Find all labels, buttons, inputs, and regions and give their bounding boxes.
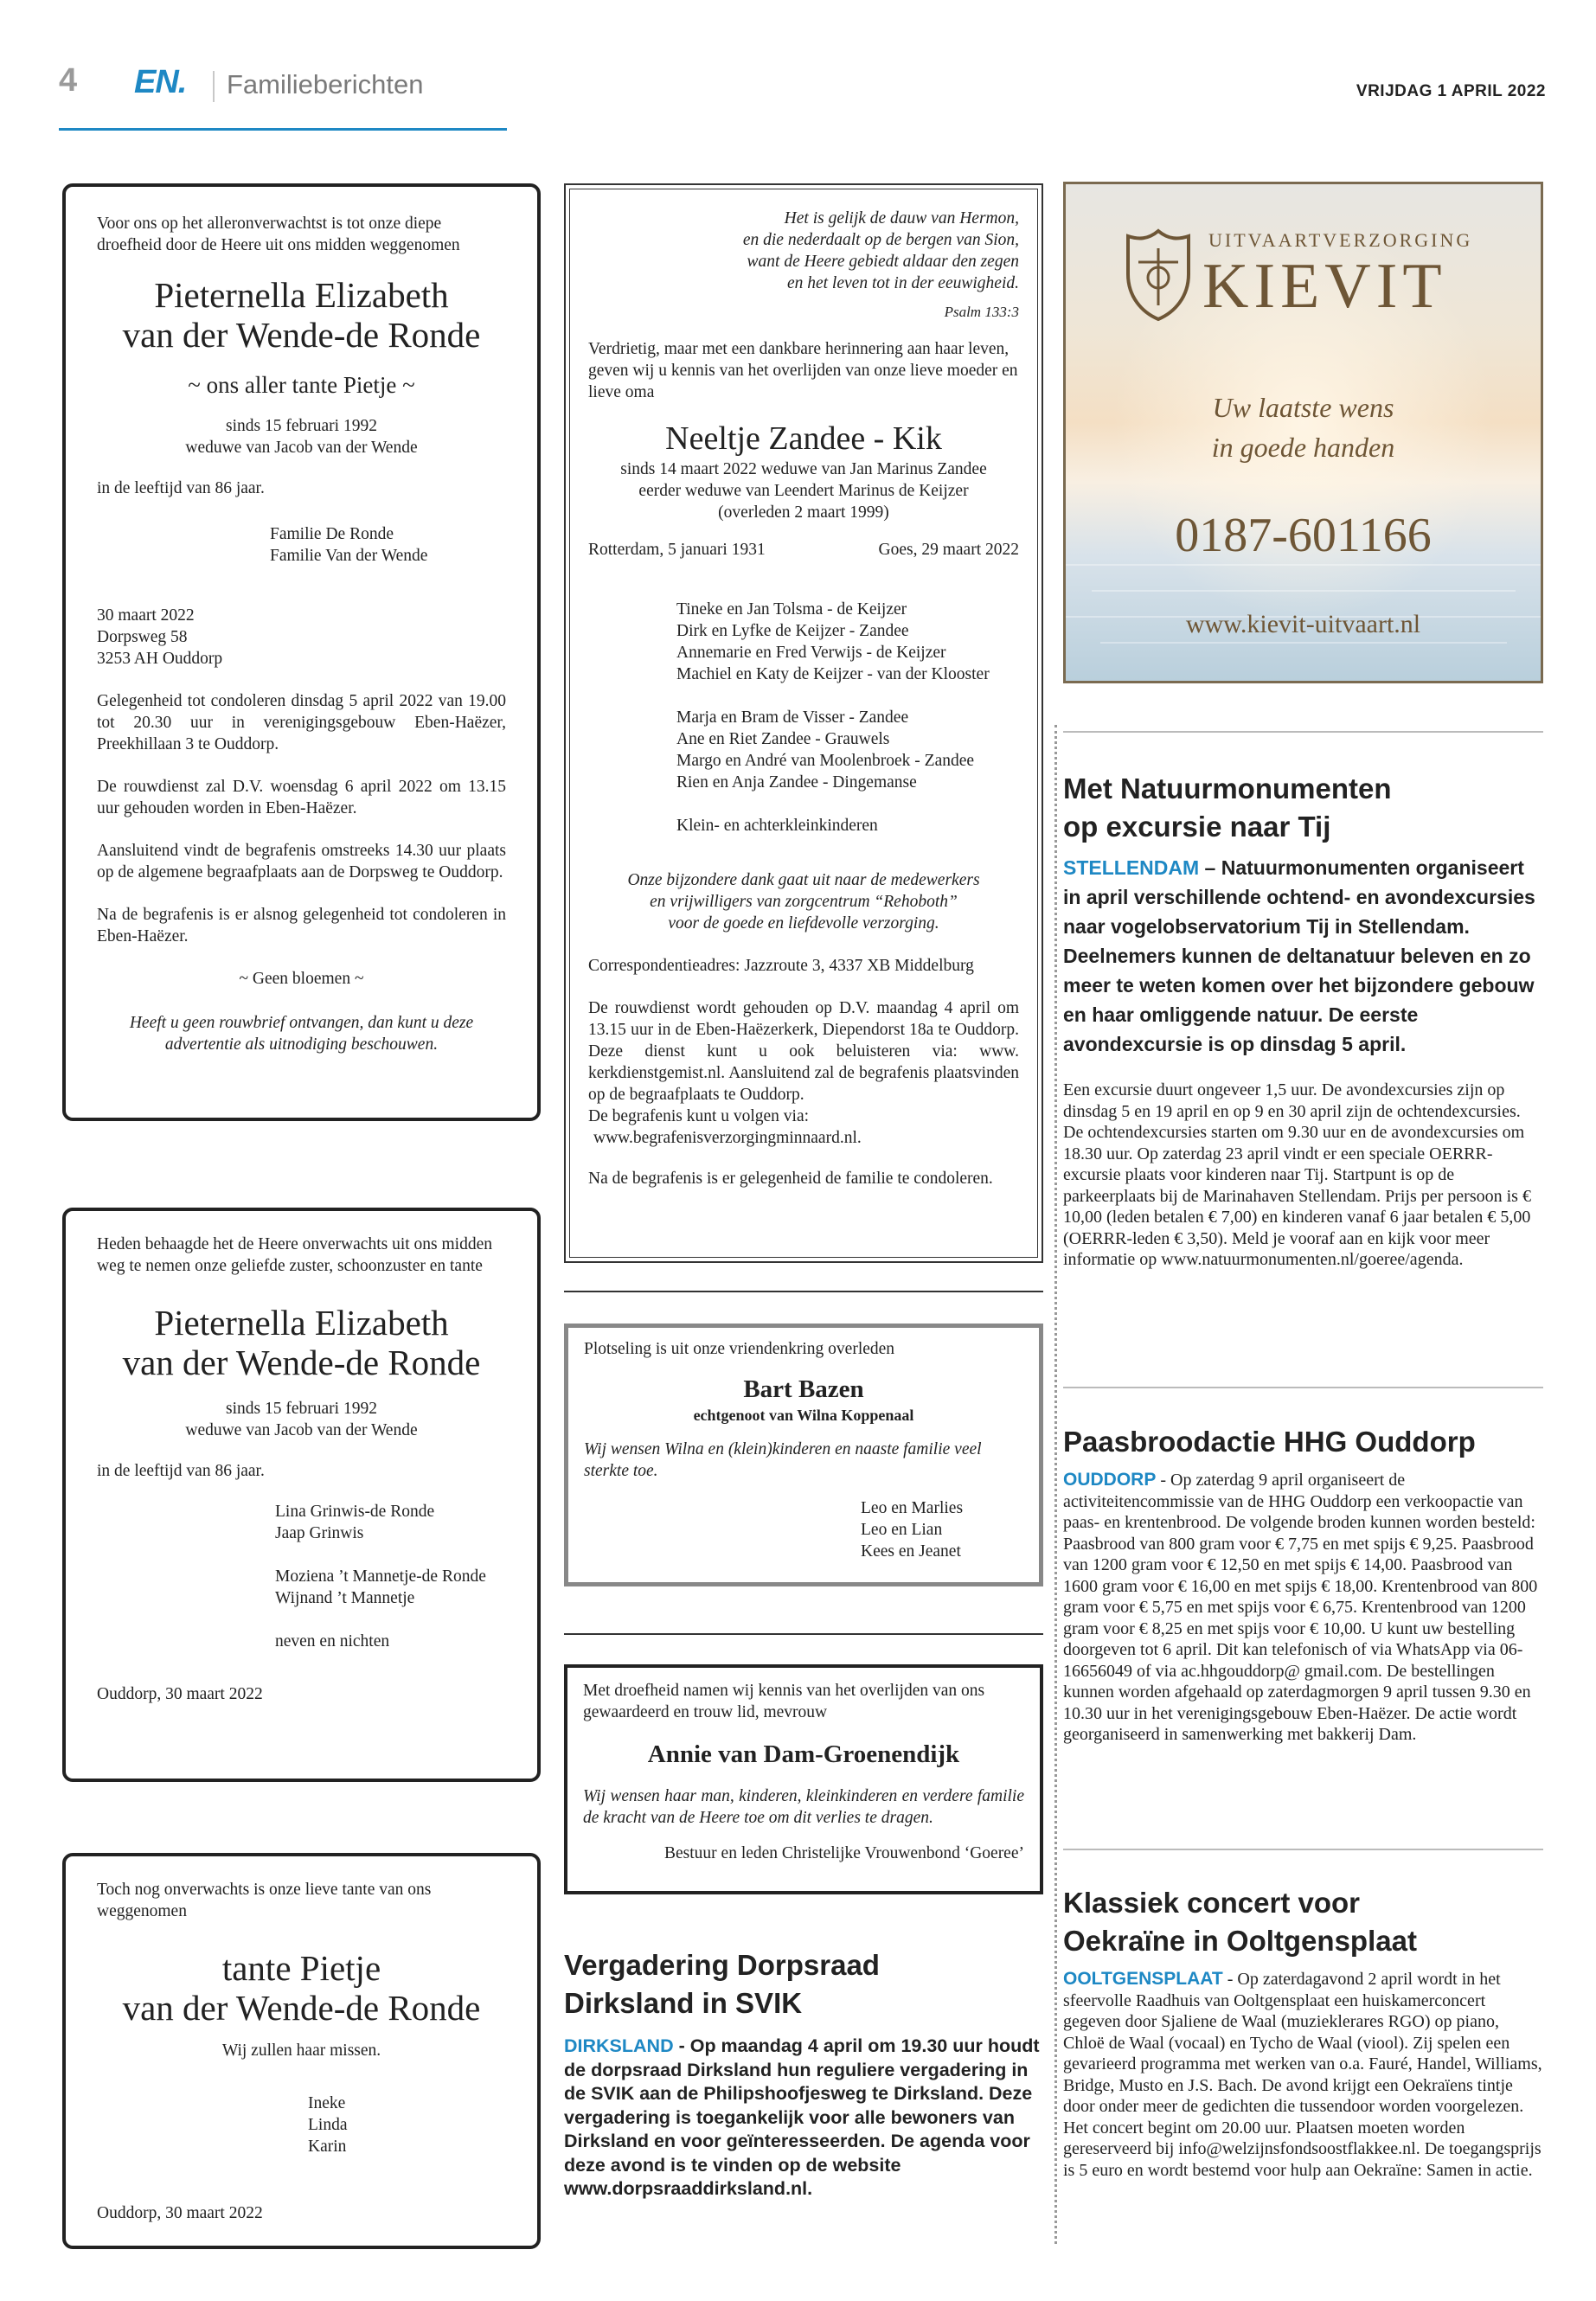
- family-member: Ane en Riet Zandee - Grauwels: [676, 730, 890, 748]
- spouse: echtgenoot van Wilna Koppenaal: [693, 1407, 914, 1424]
- widow-of: weduwe van Jacob van der Wende: [185, 439, 418, 457]
- ad-slogan: Uw laatste wens: [1212, 392, 1394, 423]
- detail-line: eerder weduwe van Leendert Marinus de Keijzer: [638, 482, 969, 500]
- family-member: Margo en André van Moolenbroek - Zandee: [676, 752, 975, 770]
- article-title: Dirksland in SVIK: [564, 1987, 803, 2019]
- article-lead: [1063, 853, 1543, 1059]
- deceased-name-2: van der Wende-de Ronde: [122, 315, 481, 355]
- notice-intro: Met droefheid namen wij kennis van het overlijden van ons gewaardeerd en trouw lid, mevrouw: [583, 1682, 985, 1721]
- column-separator: [1054, 725, 1057, 2244]
- deceased-name: tante Pietje: [221, 1948, 381, 1988]
- ad-website[interactable]: www.kievit-uitvaart.nl: [1185, 610, 1421, 638]
- age: in de leeftijd van 86 jaar.: [97, 479, 265, 497]
- invitation-note: Heeft u geen rouwbrief ontvangen, dan kunt u deze advertentie als uitnodiging beschouwen.: [129, 1014, 474, 1054]
- deceased-name: Pieternella Elizabeth: [154, 1303, 449, 1343]
- header-date: VRIJDAG 1 APRIL 2022: [1356, 82, 1546, 100]
- family-member: Tineke en Jan Tolsma - de Keijzer: [676, 600, 907, 619]
- postal: 3253 AH Ouddorp: [97, 650, 223, 668]
- article-body: [1063, 1470, 1543, 1746]
- relative: Moziena ’t Mannetje-de Ronde: [275, 1567, 486, 1586]
- divider: [1063, 731, 1543, 733]
- article-natuurmonumenten: [1063, 770, 1543, 1271]
- header-rule: [59, 128, 507, 131]
- widow-since: sinds 15 februari 1992: [226, 417, 377, 435]
- dateline: DIRKSLAND: [564, 2035, 674, 2056]
- service: De rouwdienst wordt gehouden op D.V. maandag 4 april om 13.15 uur in de Eben-Haëzerkerk, Diependorst 18a te Ouddorp. Deze dienst kunt u ook beluisteren via: www. kerkdienstgemist.nl. Aansluitend zal de begrafenis plaatsvinden op de begraafplaats te Ouddorp.: [588, 999, 1019, 1104]
- notice-intro: Heden behaagde het de Heere onverwachts uit ons midden weg te nemen onze geliefde zuster, schoonzuster en tante: [97, 1235, 492, 1275]
- article-concert: [1063, 1884, 1543, 2181]
- death-notice-5: [564, 1324, 1043, 1586]
- signer: Bestuur en leden Christelijke Vrouwenbond ‘Goeree’: [664, 1844, 1024, 1862]
- article-title: Oekraïne in Ooltgensplaat: [1063, 1925, 1417, 1957]
- article-title: Paasbroodactie HHG Ouddorp: [1063, 1426, 1476, 1458]
- notice-intro: Verdrietig, maar met een dankbare herinnering aan haar leven, geven wij u kennis van het overlijden van onze lieve moeder en lieve oma: [588, 340, 1018, 401]
- body-text: - Op zaterdagavond 2 april wordt in het sfeervolle Raadhuis van Ooltgensplaat een huiskamerconcert gegeven door Sjaliene de Waal (muzieklerares RGO) op piano, Chloë de Waal (vocaal) en Tycho de Waal (viool). Zij spelen een gevarieerd programma met werken van o.a. Fauré, Handel, Williams, Bridge, Musto en J.S. Bach. De avond krijgt een Oekraïens tintje door onder meer de gedichten die tussendoor worden voorgelezen. Het concert begint om 20.00 uur. Plaatsen moeten worden gereserveerd bij info@welzijnsfondsoostflakkee.nl. De toegangsprijs is 5 euro en wordt bestemd voor hulp aan Oekraïne: Samen in actie.: [1063, 1970, 1542, 2180]
- family-line: Familie Van der Wende: [270, 547, 428, 565]
- header-separator: [213, 71, 215, 102]
- signer: Leo en Lian: [861, 1521, 943, 1539]
- lead-text: - Op maandag 4 april om 19.30 uur houdt de dorpsraad Dirksland hun reguliere vergadering in de SVIK aan de Philipshoofjesweg te Dirksland. Deze vergadering is toegankelijk voor alle bewoners van Dirksland en voor geïnteresseerden. De agenda voor deze avond is te vinden op de website www.dorpsraaddirksland.nl.: [564, 2035, 1040, 2199]
- no-flowers: ~ Geen bloemen ~: [239, 970, 364, 988]
- article-title: op excursie naar Tij: [1063, 811, 1331, 843]
- article-title: Klassiek concert voor: [1063, 1887, 1360, 1919]
- place-date: Ouddorp, 30 maart 2022: [97, 1685, 263, 1703]
- street: Dorpsweg 58: [97, 628, 188, 646]
- thanks-line: en vrijwilligers van zorgcentrum “Rehoboth”: [650, 893, 958, 911]
- detail-line: sinds 14 maart 2022 weduwe van Jan Marinus Zandee: [620, 460, 987, 478]
- article-title: Vergadering Dorpsraad: [564, 1949, 880, 1981]
- lead-text: – Natuurmonumenten organiseert in april verschillende ochtend- en avondexcursies naar vogelobservatorium Tij in Stellendam. Deelnemers kunnen de deltanatuur beleven en zo meer te weten komen over het bijzondere gebouw en haar omliggende natuur. De eerste avondexcursie is op dinsdag 5 april.: [1063, 856, 1535, 1055]
- verse-line: want de Heere gebiedt aldaar den zegen: [747, 253, 1019, 271]
- verse-line: en die nederdaalt op de bergen van Sion,: [742, 231, 1019, 249]
- kievit-crest-icon: [1121, 228, 1195, 323]
- relative: Jaap Grinwis: [275, 1524, 364, 1542]
- relative: neven en nichten: [275, 1632, 390, 1650]
- brand-logo: EN.: [134, 64, 187, 100]
- family-member: Rien en Anja Zandee - Dingemanse: [676, 773, 917, 792]
- detail-line: (overleden 2 maart 1999): [718, 503, 889, 522]
- divider: [1063, 1387, 1543, 1388]
- place-date: Ouddorp, 30 maart 2022: [97, 2204, 263, 2222]
- notice-intro: Plotseling is uit onze vriendenkring overleden: [584, 1340, 895, 1358]
- deceased-name: Annie van Dam-Groenendijk: [647, 1740, 960, 1768]
- verse-reference: Psalm 133:3: [944, 304, 1019, 320]
- dateline: OUDDORP: [1063, 1470, 1157, 1490]
- condolence: Gelegenheid tot condoleren dinsdag 5 april 2022 van 19.00 tot 20.30 uur in verenigingsgebouw Eben-Haëzer, Preekhillaan 3 te Ouddorp.: [97, 692, 506, 753]
- family-member: Marja en Bram de Visser - Zandee: [676, 708, 909, 727]
- family-member: Machiel en Katy de Keijzer - van der Klooster: [676, 665, 990, 683]
- wish: Wij wensen Wilna en (klein)kinderen en naaste familie veel sterkte toe.: [584, 1440, 982, 1480]
- deceased-name-2: van der Wende-de Ronde: [122, 1343, 481, 1382]
- family-member: Annemarie en Fred Verwijs - de Keijzer: [676, 644, 946, 662]
- article-paasbrood: [1063, 1423, 1543, 1746]
- divider: [564, 1633, 1043, 1635]
- miss-text: Wij zullen haar missen.: [221, 2041, 381, 2060]
- nickname: ~ ons aller tante Pietje ~: [188, 372, 415, 398]
- article-title: Met Natuurmonumenten: [1063, 772, 1392, 804]
- article-dorpsraad: [564, 1946, 1042, 2202]
- notice-intro: Voor ons op het alleronverwachtst is tot onze diepe droefheid door de Heere uit ons midden weggenomen: [97, 215, 460, 254]
- notice-date: 30 maart 2022: [97, 606, 195, 625]
- body-text: - Op zaterdag 9 april organiseert de activiteitencommissie van de HHG Ouddorp een verkoopactie van paas- en krentenbrood. De volgende broden kunnen worden besteld: Paasbrood van 800 gram voor € 7,75 en met spijs € 9,25. Paasbrood van 1200 gram voor € 12,50 en met spijs € 14,00. Paasbrood van 1600 gram voor € 16,00 en met spijs € 18,00. Krentenbrood van 800 gram voor € 5,75 en met spijs voor € 6,75. Krentenbrood van 1200 gram voor € 8,25 en met spijs voor € 10,00. U kunt uw bestelling doorgeven tot 6 april. Dit kan telefonisch of via WhatsApp via 06-16656049 of via ac.hhgouddorp@ gmail.com. De bestellingen kunnen worden afgehaald op zaterdagmorgen 9 april tussen 9.30 en 10.30 uur in het verenigingsgebouw Eben-Haëzer. De actie wordt georganiseerd in samenwerking met bakkerij Dam.: [1063, 1471, 1538, 1744]
- deceased-name: Neeltje Zandee - Kik: [665, 420, 942, 457]
- relative: Lina Grinwis-de Ronde: [275, 1503, 435, 1521]
- article-body: Een excursie duurt ongeveer 1,5 uur. De avondexcursies zijn op dinsdag 5 en 19 april en op 9 en 30 april zijn de ochtendexcursies. De ochtendexcursies starten om 9.30 uur en de avondexcursies om 18.30 uur. Op zaterdag 23 april vindt er een speciale OERRR-excursie plaats voor kinderen naar Tij. Startpunt is op de parkeerplaats bij de Marinahaven Stellendam. Prijs per persoon is € 10,00 (leden betalen € 7,00) en kinderen vanaf 6 jaar betalen € 5,00 (OERRR-leden € 3,50). Meld je vooraf aan en kijk voor meer informatie op www.natuurmonumenten.nl/goeree/agenda.: [1063, 1080, 1531, 1269]
- deceased-name: Bart Bazen: [743, 1375, 864, 1403]
- dateline: STELLENDAM: [1063, 856, 1200, 879]
- relative: Wijnand ’t Mannetje: [275, 1589, 415, 1607]
- signer: Karin: [308, 2138, 347, 2156]
- dateline: OOLTGENSPLAAT: [1063, 1969, 1223, 1989]
- follow-url: www.begrafenisverzorgingminnaard.nl.: [593, 1129, 862, 1147]
- article-body: [1063, 1969, 1543, 2181]
- correspondence-address: Correspondentieadres: Jazzroute 3, 4337 XB Middelburg: [588, 957, 974, 975]
- death-notice-1: [62, 183, 541, 1121]
- age: in de leeftijd van 86 jaar.: [97, 1462, 265, 1480]
- signer: Ineke: [308, 2094, 346, 2112]
- birth-info: Rotterdam, 5 januari 1931: [588, 541, 766, 559]
- widow-since: sinds 15 februari 1992: [226, 1400, 377, 1418]
- verse-line: en het leven tot in der eeuwigheid.: [786, 274, 1019, 292]
- deceased-name: Pieternella Elizabeth: [154, 275, 449, 315]
- thanks-line: voor de goede en liefdevolle verzorging.: [668, 914, 939, 933]
- wish: Wij wensen haar man, kinderen, kleinkinderen en verdere familie de kracht van de Heere toe om dit verlies te dragen.: [583, 1787, 1024, 1827]
- widow-of: weduwe van Jacob van der Wende: [185, 1421, 418, 1439]
- death-notice-3: [62, 1853, 541, 2249]
- ad-slogan: in goede handen: [1211, 432, 1395, 463]
- verse-line: Het is gelijk de dauw van Hermon,: [784, 209, 1019, 228]
- burial: Aansluitend vindt de begrafenis omstreeks 14.30 uur plaats op de algemene begraafplaats aan de Dorpsweg te Ouddorp.: [97, 842, 506, 881]
- after-burial: Na de begrafenis is er alsnog gelegenheid tot condoleren in Eben-Haëzer.: [97, 906, 506, 945]
- death-notice-2: [62, 1208, 541, 1782]
- signer: Kees en Jeanet: [861, 1542, 961, 1561]
- follow-label: De begrafenis kunt u volgen via:: [588, 1107, 810, 1125]
- ad-phone[interactable]: 0187-601166: [1175, 509, 1432, 562]
- divider: [564, 1291, 1043, 1292]
- divider: [1063, 1849, 1543, 1850]
- article-lead: [564, 2035, 1042, 2202]
- death-notice-6: [564, 1664, 1043, 1894]
- section-title: Familieberichten: [227, 69, 424, 99]
- after-burial: Na de begrafenis is er gelegenheid de familie te condoleren.: [588, 1170, 993, 1188]
- ad-brand: KIEVIT: [1202, 251, 1447, 322]
- service: De rouwdienst zal D.V. woensdag 6 april 2022 om 13.15 uur gehouden worden in Eben-Haëzer.: [97, 778, 506, 817]
- thanks-line: Onze bijzondere dank gaat uit naar de medewerkers: [627, 871, 980, 889]
- page-number: 4: [59, 62, 78, 99]
- kievit-advertisement[interactable]: [1063, 182, 1543, 683]
- signer: Leo en Marlies: [861, 1499, 964, 1517]
- death-notice-4: [564, 183, 1043, 1263]
- death-info: Goes, 29 maart 2022: [878, 541, 1019, 559]
- family-member: Dirk en Lyfke de Keijzer - Zandee: [676, 622, 909, 640]
- family-line: Familie De Ronde: [270, 525, 394, 543]
- deceased-name-2: van der Wende-de Ronde: [122, 1988, 481, 2028]
- notice-intro: Toch nog onverwachts is onze lieve tante van ons weggenomen: [97, 1881, 432, 1920]
- family-member: Klein- en achterkleinkinderen: [676, 817, 878, 835]
- ad-label: UITVAARTVERZORGING: [1208, 229, 1473, 251]
- signer: Linda: [308, 2116, 348, 2134]
